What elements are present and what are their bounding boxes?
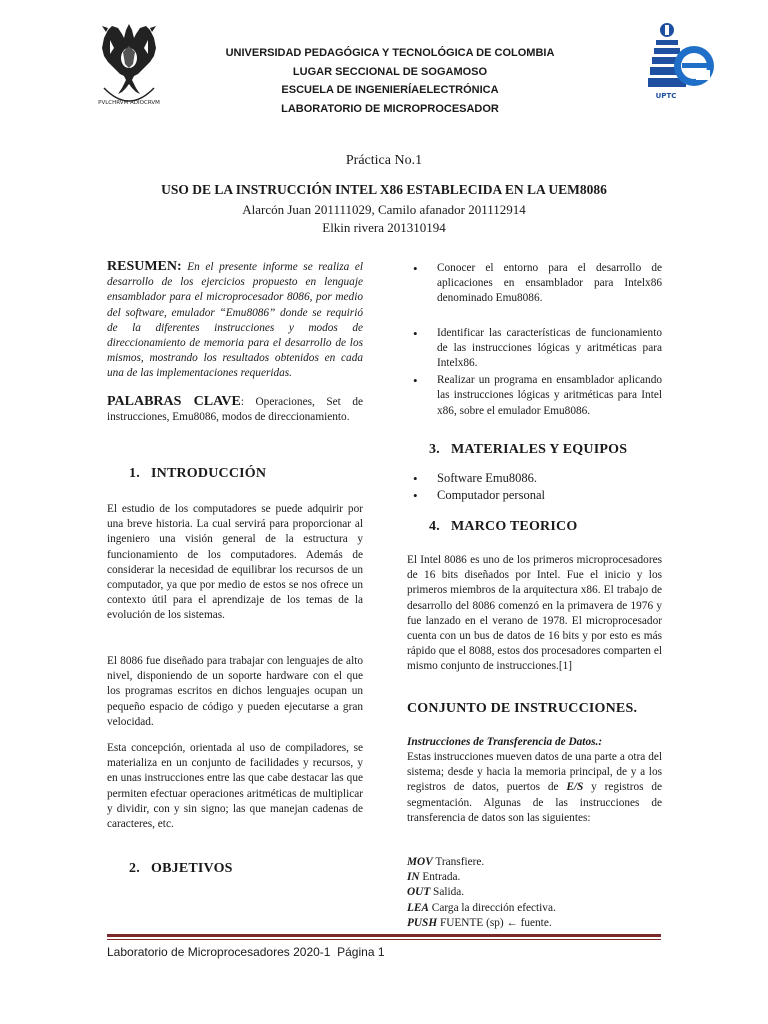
objetivo-item: • Realizar un programa en ensamblador aplicando las instrucciones lógicas y aritméticas para Intel x86, sobre el emulador Emu8086.: [407, 373, 662, 419]
intro-paragraph-2: El 8086 fue diseñado para trabajar con lenguajes de alto nivel, disponiendo de un soporte hardware con el que los programas escritos en dichos lenguajes ocupan un pequeño espacio de código y pueden ejecutarse a gran velocidad.: [107, 655, 363, 728]
header-seccional: LUGAR SECCIONAL DE SOGAMOSO: [292, 65, 488, 78]
objetivo-item: • Identificar las características de funcionamiento de las instrucciones lógicas y aritméticas para Intelx86.: [407, 326, 662, 372]
instruccion-item: MOV Transfiere.: [407, 856, 485, 868]
instrucciones-list: [407, 855, 662, 931]
material-item: • Computador personal: [407, 487, 662, 504]
resumen-text: En el presente informe se realiza el desarrollo de los ejercicios propuesto en lenguaje ensamblador para el microprocesador 8086, por medio del software, emulador “Emu8086” donde se requirió de la diferentes instrucciones y modos de direccionamiento de memoria para el desarrollo de los mismos, mostrando los resultados obtenidos en cada una de las implementaciones requeridas.: [107, 261, 363, 380]
authors-line-2: Elkin rivera 201310194: [322, 220, 446, 235]
abstract: [107, 259, 363, 382]
practica-label: Práctica No.1: [345, 153, 423, 168]
intro-paragraph-1: El estudio de los computadores se puede adquirir por una breve historia. La cual servirá para proporcionar al ingeniero una visión general de la estructura y funcionamiento de los computadores. Además de considerar la necesidad de equilibrar los recursos de un computador, ya que por medio de estos se nos ofrece un contexto útil para el aprendizaje de los temas de la evolución de los sistemas.: [107, 503, 363, 622]
section-marco-heading: 4. MARCO TEORICO: [429, 519, 578, 534]
document-title: USO DE LA INSTRUCCIÓN INTEL X86 ESTABLECIDA EN LA UEM8086: [161, 182, 607, 197]
material-item: • Software Emu8086.: [407, 470, 662, 487]
footer-divider: [107, 934, 661, 937]
objetivo-item: • Conocer el entorno para el desarrollo de aplicaciones en ensamblador para Intelx86 denominado Emu8086.: [407, 261, 662, 307]
instruccion-item: IN Entrada.: [407, 871, 461, 884]
authors-line-1: Alarcón Juan 201111029, Camilo afanador 201112914: [242, 202, 526, 217]
header-escuela: ESCUELA DE INGENIERÍAELECTRÓNICA: [281, 84, 499, 96]
keywords-text: : Operaciones, Set de instrucciones, Emu8086, modos de direccionamiento.: [107, 396, 363, 424]
transferencia-paragraph: Estas instrucciones mueven datos de una parte a otra del sistema; desde y hacia la memoria principal, de y a los registros de datos, puertos de E/S y registros de segmentación. Algunas de las instrucciones de transferencia de datos son las siguientes:: [407, 751, 662, 824]
keywords: [107, 394, 363, 425]
materiales-list: [407, 470, 662, 504]
instruccion-item: LEA Carga la dirección efectiva.: [407, 901, 556, 914]
svg-text:PVLCHRVM ADIOCRVM: PVLCHRVM ADIOCRVM: [98, 100, 160, 106]
intro-paragraph-3: Esta concepción, orientada al uso de compiladores, se materializa en un conjunto de facilidades y recursos, y en unas instrucciones entre las que cabe destacar las que permiten efectuar operaciones aritméticas de multiplicar y dividir, con y sin signo; las que manejan cadenas de caracteres, etc.: [107, 742, 363, 831]
header-laboratorio: LABORATORIO DE MICROPROCESADOR: [281, 102, 499, 115]
footer-divider-thin: [107, 939, 661, 940]
resumen-label: RESUMEN:: [107, 259, 182, 274]
section-materiales-heading: 3. MATERIALES Y EQUIPOS: [429, 442, 628, 457]
section-objetivos-heading: 2. OBJETIVOS: [129, 861, 233, 876]
marco-paragraph: El Intel 8086 es uno de los primeros microprocesadores de 16 bits diseñados por Intel. Fue el inicio y los primeros miembros de la arquitectura x86. El trabajo de desarrollo del 8086 comenzó en la primavera de 1976 y fue lanzado en el verano de 1978. El microprocesador cuenta con un bus de datos de 16 bits y por esto es más rápido que el 8088, estos dos procesadores comparten el mismo conjunto de instrucciones.[1]: [407, 554, 662, 673]
section-introduccion-heading: 1. INTRODUCCIÓN: [129, 466, 267, 481]
instruccion-item: OUT Salida.: [407, 886, 465, 899]
institution-header: [180, 44, 600, 118]
instruccion-item: PUSH FUENTE (sp) ← fuente.: [407, 916, 552, 929]
conjunto-instrucciones-heading: CONJUNTO DE INSTRUCCIONES.: [407, 701, 638, 716]
header-university: UNIVERSIDAD PEDAGÓGICA Y TECNOLÓGICA DE COLOMBIA: [225, 47, 555, 59]
university-crest-logo: [98, 18, 160, 110]
uptc-engineering-logo: [646, 18, 718, 104]
objetivos-list: [407, 261, 662, 419]
page-footer: Laboratorio de Microprocesadores 2020-1 Página 1: [107, 945, 385, 959]
svg-text:UPTC: UPTC: [655, 92, 677, 100]
transferencia-subheading: Instrucciones de Transferencia de Datos.:: [407, 736, 603, 748]
keywords-label: PALABRAS CLAVE: [107, 394, 241, 409]
